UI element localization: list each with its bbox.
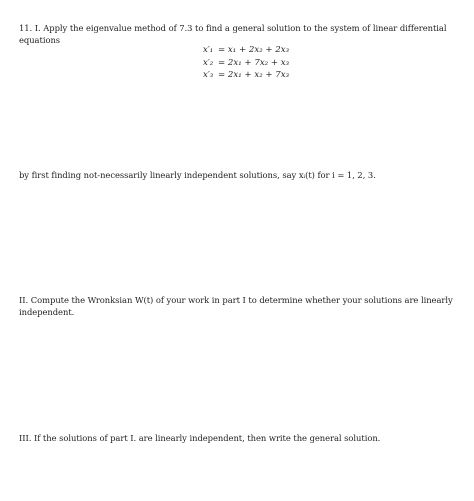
equation-system xyxy=(203,44,289,82)
problem-intro xyxy=(19,22,459,46)
equation-2-rhs: = 2x₁ + 7x₂ + x₃ xyxy=(218,57,290,68)
part2-label: II. xyxy=(19,295,29,305)
part3-label: III. xyxy=(19,433,32,443)
part2-section xyxy=(19,294,459,318)
part1-continuation-text: by first finding not-necessarily linearly independent solutions, say xᵢ(t) for i = 1, 2, 3. xyxy=(19,170,376,180)
equation-3 xyxy=(203,69,289,82)
part3-section xyxy=(19,432,459,444)
equation-2 xyxy=(203,57,289,70)
equation-3-rhs: = 2x₁ + x₂ + 7x₃ xyxy=(218,70,290,80)
part2-text: Compute the Wronksian W(t) of your work in part I to determine whether your solutions are linearly independent. xyxy=(19,295,453,317)
part3-text: If the solutions of part I. are linearly independent, then write the general solution. xyxy=(34,433,381,443)
part1-label: I. xyxy=(34,23,41,33)
equation-1-lhs: x′₁ xyxy=(203,45,214,55)
part1-continuation xyxy=(19,169,459,181)
problem-number: 11. xyxy=(19,23,33,33)
equation-3-lhs: x′₃ xyxy=(203,70,214,80)
part1-intro-text: Apply the eigenvalue method of 7.3 to find a general solution to the system of linear differential equations xyxy=(19,23,447,45)
equation-1-rhs: = x₁ + 2x₂ + 2x₃ xyxy=(218,45,290,55)
equation-1 xyxy=(203,44,289,57)
equation-2-lhs: x′₂ xyxy=(203,57,214,68)
